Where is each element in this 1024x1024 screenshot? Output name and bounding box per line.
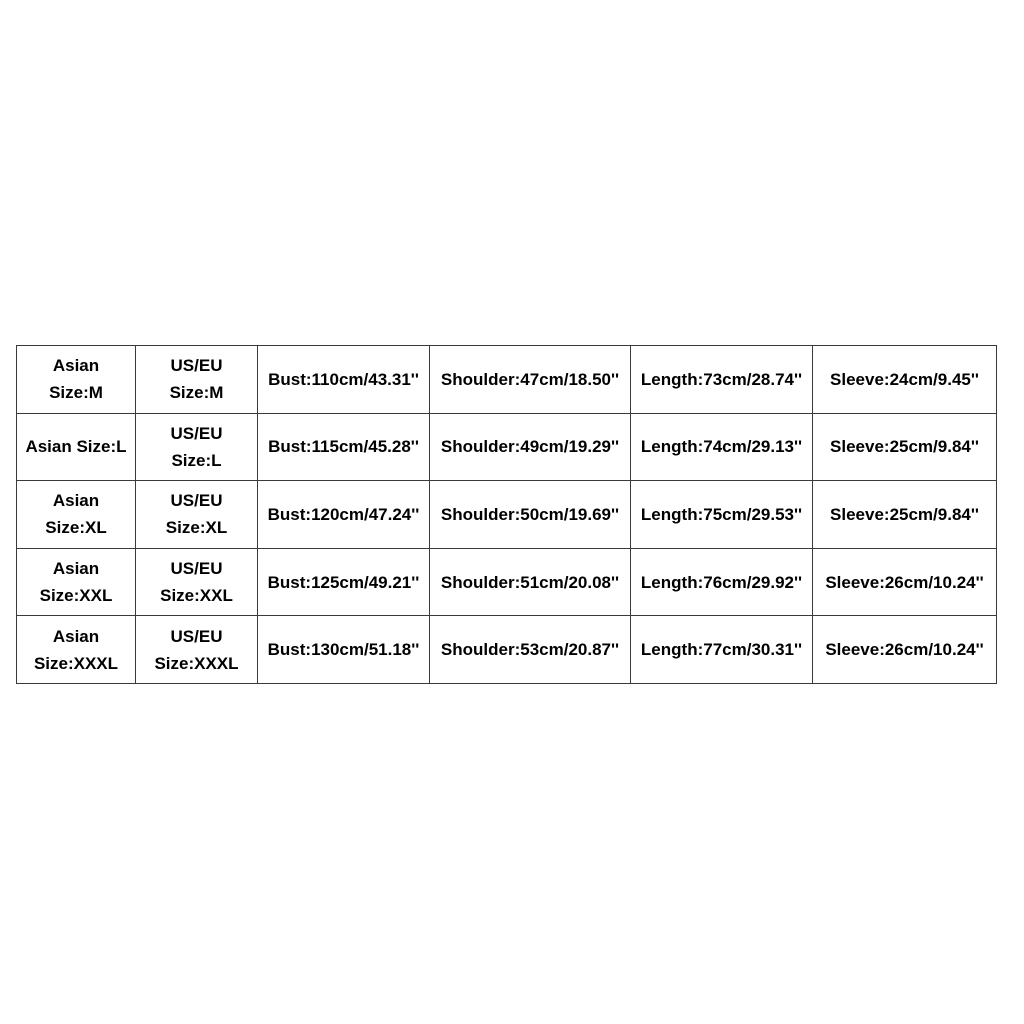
bust-cell: Bust:130cm/51.18'' (258, 616, 430, 684)
bust-cell: Bust:120cm/47.24'' (258, 481, 430, 549)
sleeve-cell: Sleeve:26cm/10.24'' (813, 548, 997, 616)
sleeve-cell: Sleeve:26cm/10.24'' (813, 616, 997, 684)
us-eu-size-cell: US/EU Size:XXXL (136, 616, 258, 684)
sleeve-cell: Sleeve:25cm/9.84'' (813, 413, 997, 481)
asian-size-cell: Asian Size:XXXL (17, 616, 136, 684)
us-eu-size-cell: US/EU Size:XL (136, 481, 258, 549)
us-eu-size-cell: US/EU Size:M (136, 346, 258, 414)
length-cell: Length:77cm/30.31'' (631, 616, 813, 684)
shoulder-cell: Shoulder:47cm/18.50'' (430, 346, 631, 414)
sleeve-cell: Sleeve:24cm/9.45'' (813, 346, 997, 414)
shoulder-cell: Shoulder:50cm/19.69'' (430, 481, 631, 549)
asian-size-cell: Asian Size:XXL (17, 548, 136, 616)
us-eu-size-cell: US/EU Size:XXL (136, 548, 258, 616)
sleeve-cell: Sleeve:25cm/9.84'' (813, 481, 997, 549)
table-row (17, 616, 997, 684)
us-eu-size-cell: US/EU Size:L (136, 413, 258, 481)
shoulder-cell: Shoulder:53cm/20.87'' (430, 616, 631, 684)
length-cell: Length:75cm/29.53'' (631, 481, 813, 549)
length-cell: Length:73cm/28.74'' (631, 346, 813, 414)
size-chart-table (16, 345, 997, 684)
table-row (17, 413, 997, 481)
asian-size-cell: Asian Size:M (17, 346, 136, 414)
bust-cell: Bust:115cm/45.28'' (258, 413, 430, 481)
asian-size-cell: Asian Size:L (17, 413, 136, 481)
table-row (17, 481, 997, 549)
bust-cell: Bust:125cm/49.21'' (258, 548, 430, 616)
bust-cell: Bust:110cm/43.31'' (258, 346, 430, 414)
shoulder-cell: Shoulder:49cm/19.29'' (430, 413, 631, 481)
length-cell: Length:74cm/29.13'' (631, 413, 813, 481)
table-row (17, 548, 997, 616)
shoulder-cell: Shoulder:51cm/20.08'' (430, 548, 631, 616)
asian-size-cell: Asian Size:XL (17, 481, 136, 549)
length-cell: Length:76cm/29.92'' (631, 548, 813, 616)
table-row (17, 346, 997, 414)
